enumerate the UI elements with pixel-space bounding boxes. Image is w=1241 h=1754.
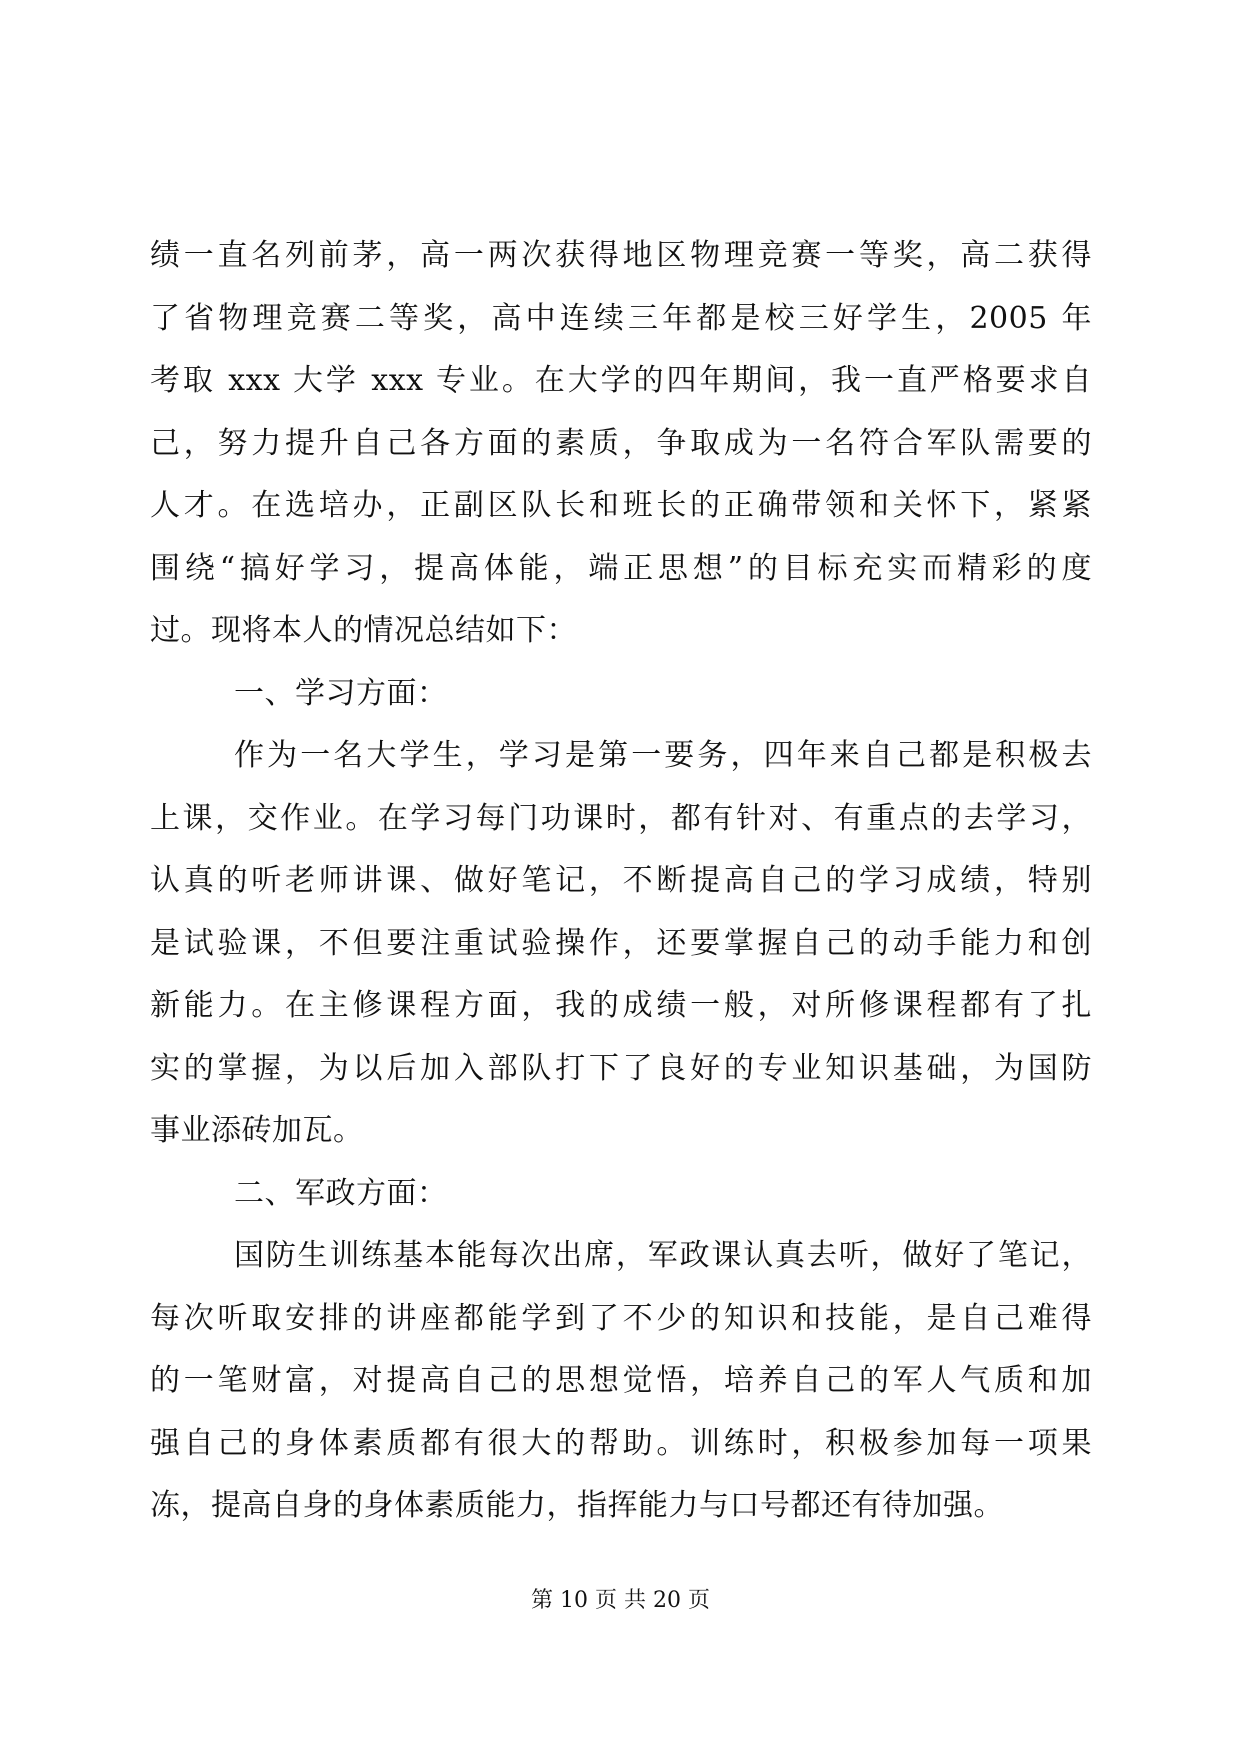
text-line: 认真的听老师讲课、做好笔记，不断提高自己的学习成绩，特别 xyxy=(150,863,1092,898)
paragraph xyxy=(150,1225,1092,1538)
page-footer: 第 10 页 共 20 页 xyxy=(531,1588,710,1613)
paragraph xyxy=(150,225,1092,663)
text-line: 实的掌握，为以后加入部队打下了良好的专业知识基础，为国防 xyxy=(150,1050,1092,1086)
text-line: 冻，提高自身的身体素质能力，指挥能力与口号都还有待加强。 xyxy=(150,1488,1004,1523)
document-body xyxy=(150,225,1092,1538)
text-line: 人才。在选培办，正副区队长和班长的正确带领和关怀下，紧紧 xyxy=(150,488,1092,523)
text-line: 过。现将本人的情况总结如下： xyxy=(150,613,577,648)
text-line: 国防生训练基本能每次出席，军政课认真去听，做好了笔记， xyxy=(234,1238,1092,1273)
text-line: 是试验课，不但要注重试验操作，还要掌握自己的动手能力和创 xyxy=(150,925,1092,961)
section-heading xyxy=(150,1163,1092,1226)
text-line: 新能力。在主修课程方面，我的成绩一般，对所修课程都有了扎 xyxy=(150,988,1092,1023)
text-line: 一、学习方面： xyxy=(234,675,448,711)
text-line: 己，努力提升自己各方面的素质，争取成为一名符合军队需要的 xyxy=(150,425,1092,461)
text-line: 二、军政方面： xyxy=(234,1175,448,1211)
text-line: 作为一名大学生，学习是第一要务，四年来自己都是积极去 xyxy=(234,738,1092,773)
text-line: 的一笔财富，对提高自己的思想觉悟，培养自己的军人气质和加 xyxy=(150,1363,1092,1398)
text-line: 绩一直名列前茅，高一两次获得地区物理竞赛一等奖，高二获得 xyxy=(150,238,1092,273)
text-line: 了省物理竞赛二等奖，高中连续三年都是校三好学生，2005 年 xyxy=(150,300,1092,336)
section-heading xyxy=(150,663,1092,726)
text-line: 强自己的身体素质都有很大的帮助。训练时，积极参加每一项果 xyxy=(150,1425,1092,1461)
text-line: 上课，交作业。在学习每门功课时，都有针对、有重点的去学习， xyxy=(150,800,1092,836)
paragraph xyxy=(150,725,1092,1163)
text-line: 事业添砖加瓦。 xyxy=(150,1113,364,1148)
text-line: 围绕“搞好学习，提高体能，端正思想”的目标充实而精彩的度 xyxy=(150,550,1092,586)
text-line: 每次听取安排的讲座都能学到了不少的知识和技能，是自己难得 xyxy=(150,1300,1092,1336)
text-line: 考取 xxx 大学 xxx 专业。在大学的四年期间，我一直严格要求自 xyxy=(150,363,1092,398)
